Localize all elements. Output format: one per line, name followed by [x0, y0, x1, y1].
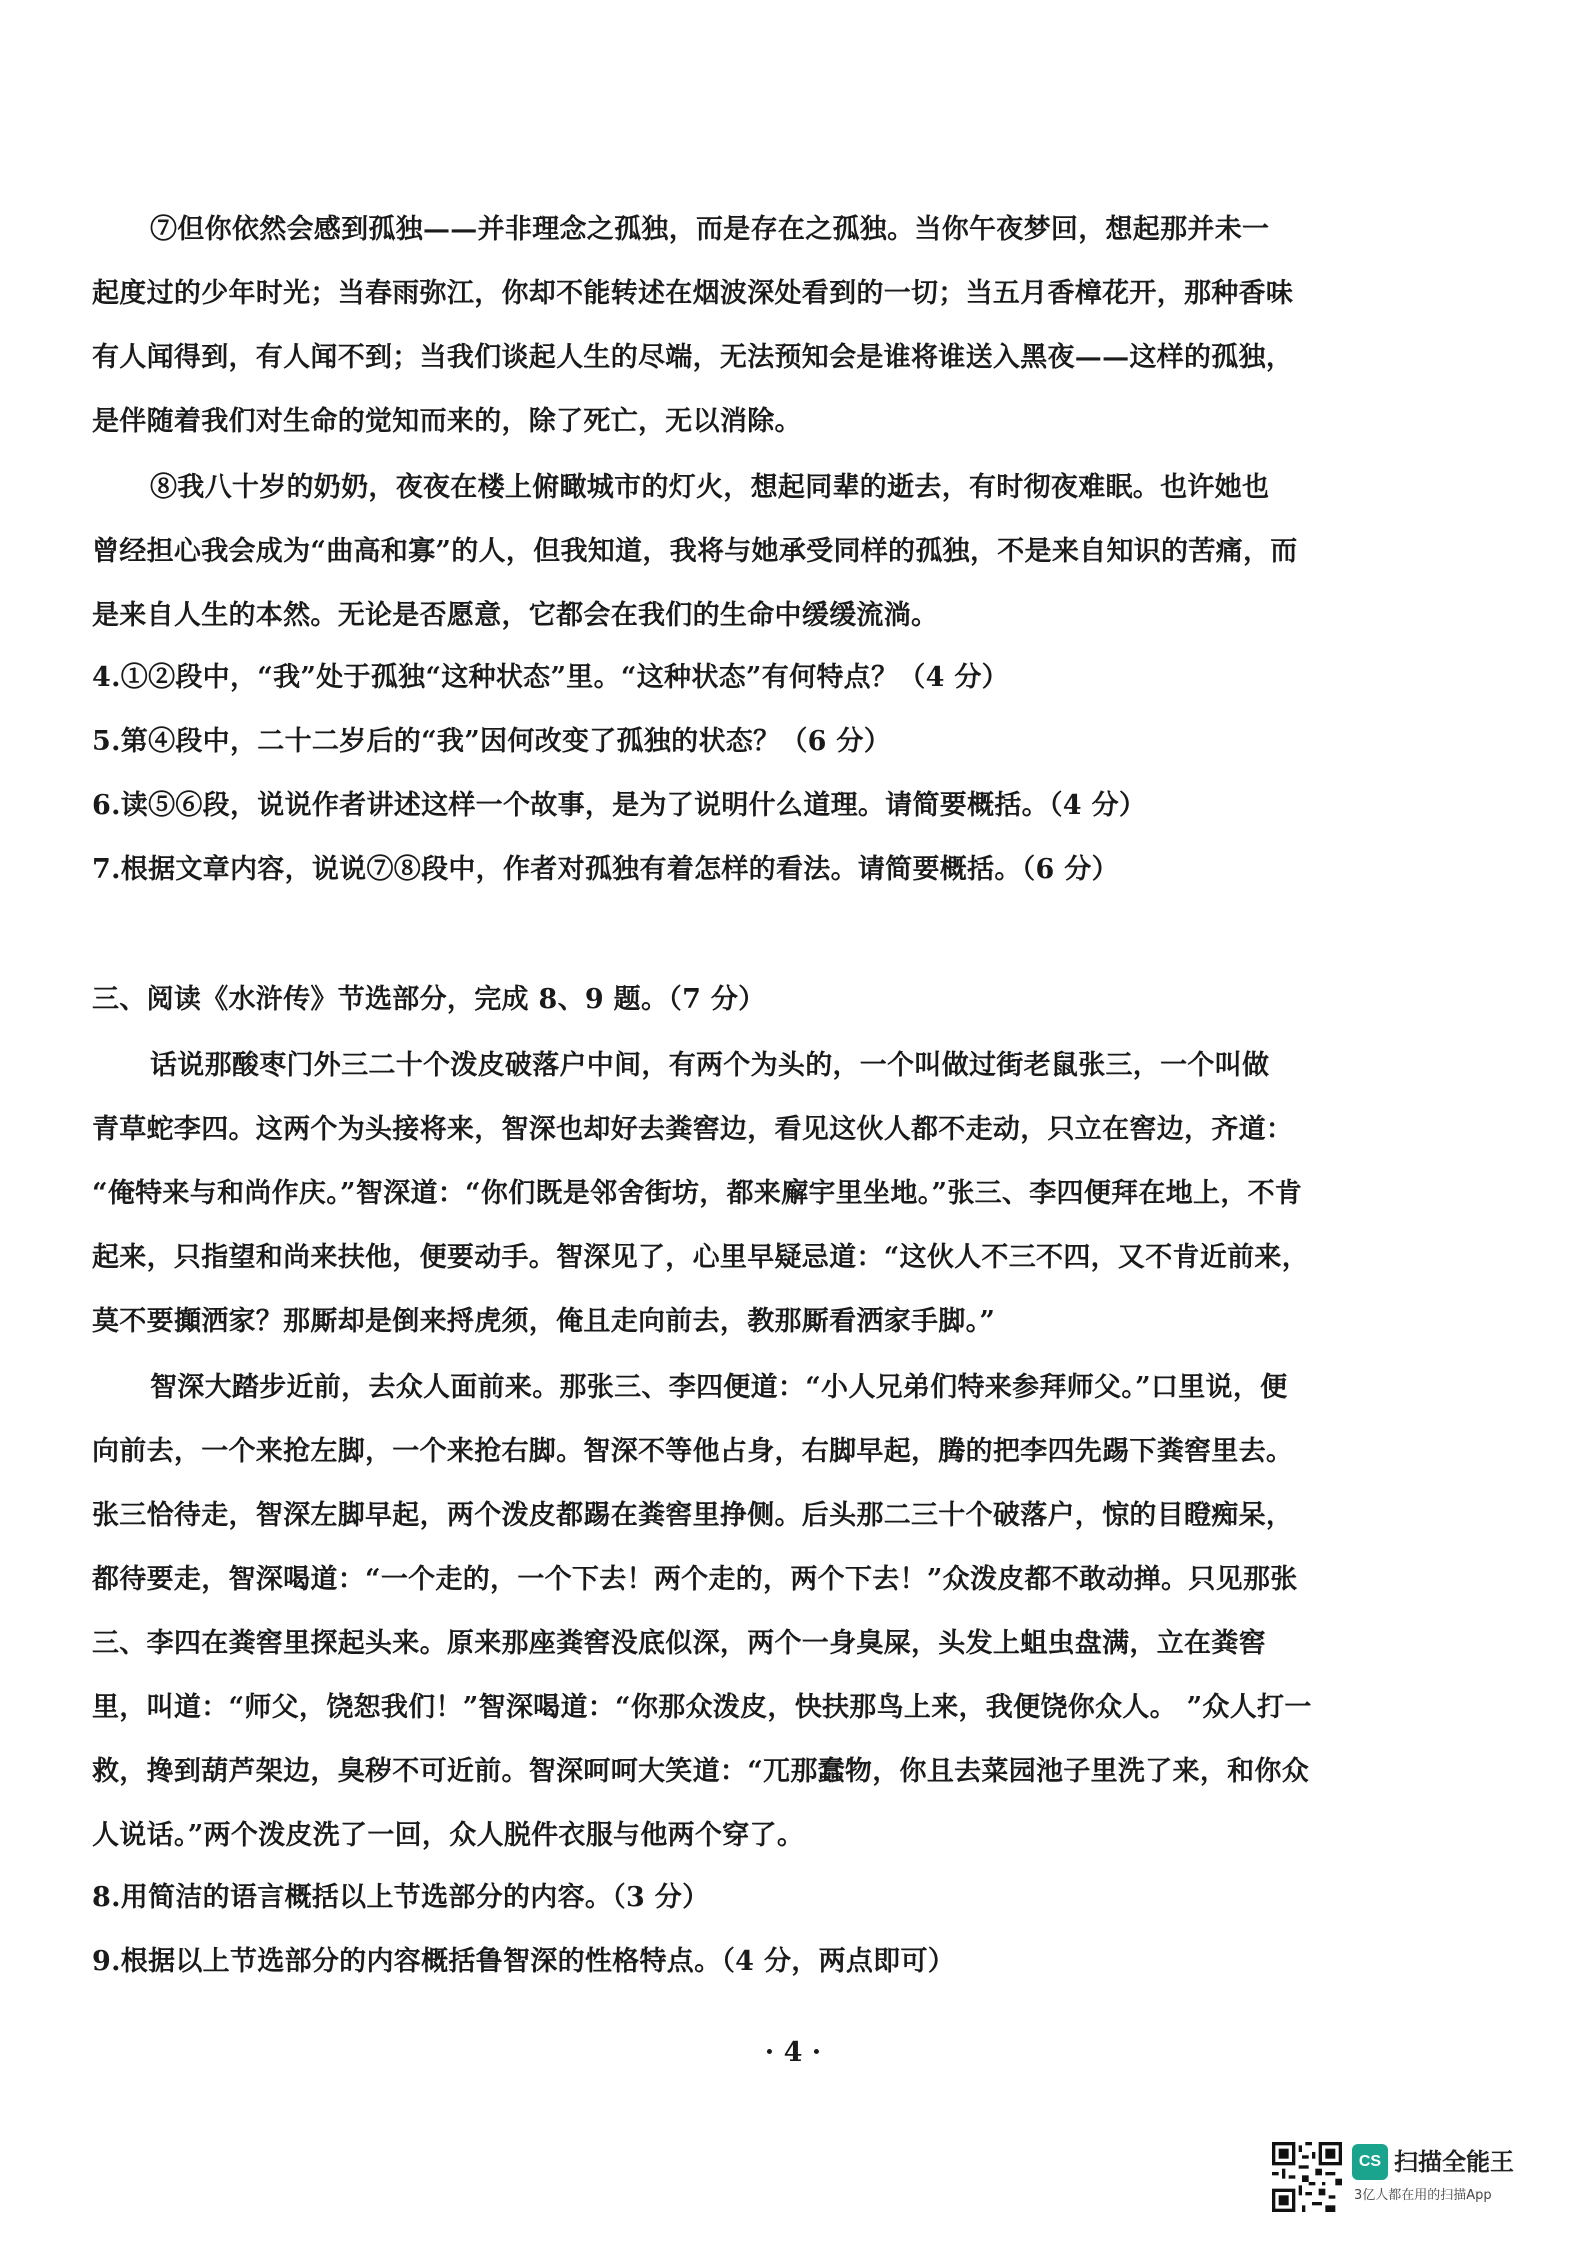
passage-line: 是来自人生的本然。无论是否愿意，它都会在我们的生命中缓缓流淌。 [92, 600, 939, 631]
passage-line: 起度过的少年时光；当春雨弥江，你却不能转述在烟波深处看到的一切；当五月香樟花开，那种香味 [92, 278, 1294, 309]
excerpt-line: 起来，只指望和尚来扶他，便要动手。智深见了，心里早疑忌道：“这伙人不三不四，又不肯近前来， [92, 1242, 1310, 1273]
scanner-brand: 扫描全能王 [1394, 2148, 1514, 2176]
question-5: 5.第④段中，二十二岁后的“我”因何改变了孤独的状态？（6 分） [92, 726, 892, 757]
excerpt-line: 话说那酸枣门外三二十个泼皮破落户中间，有两个为头的，一个叫做过街老鼠张三，一个叫做 [150, 1050, 1270, 1081]
excerpt-line: 救，搀到葫芦架边，臭秽不可近前。智深呵呵大笑道：“兀那蠢物，你且去菜园池子里洗了来，和你众 [92, 1756, 1310, 1787]
passage-line: 曾经担心我会成为“曲高和寡”的人，但我知道，我将与她承受同样的孤独，不是来自知识的苦痛，而 [92, 536, 1298, 567]
passage-line: ⑧我八十岁的奶奶，夜夜在楼上俯瞰城市的灯火，想起同辈的逝去，有时彻夜难眠。也许她也 [150, 472, 1270, 503]
excerpt-line: 向前去，一个来抢左脚，一个来抢右脚。智深不等他占身，右脚早起，腾的把李四先踢下粪窖里去。 [92, 1436, 1294, 1467]
excerpt-line: 里，叫道：“师父，饶恕我们！”智深喝道：“你那众泼皮，快扶那鸟上来，我便饶你众人。 ”众人打一 [92, 1692, 1312, 1723]
excerpt-line: “俺特来与和尚作庆。”智深道：“你们既是邻舍街坊，都来廨宇里坐地。”张三、李四便拜在地上，不肯 [92, 1178, 1303, 1209]
question-7: 7.根据文章内容，说说⑦⑧段中，作者对孤独有着怎样的看法。请简要概括。（6 分） [92, 854, 1119, 885]
excerpt-line: 张三恰待走，智深左脚早起，两个泼皮都踢在粪窖里挣侧。后头那二三十个破落户，惊的目瞪痴呆， [92, 1500, 1294, 1531]
question-9: 9.根据以上节选部分的内容概括鲁智深的性格特点。（4 分，两点即可） [92, 1946, 956, 1977]
scanner-watermark [1272, 2142, 1562, 2214]
passage-line: ⑦但你依然会感到孤独——并非理念之孤独，而是存在之孤独。当你午夜梦回，想起那并未一 [150, 214, 1270, 245]
scanner-tagline: 3亿人都在用的扫描App [1354, 2188, 1492, 2203]
page-number: · 4 · [764, 2037, 822, 2068]
question-4: 4.①②段中，“我”处于孤独“这种状态”里。“这种状态”有何特点？（4 分） [92, 662, 1009, 693]
excerpt-line: 都待要走，智深喝道：“一个走的，一个下去！两个走的，两个下去！”众泼皮都不敢动掸。只见那张 [92, 1564, 1298, 1595]
section-heading: 三、阅读《水浒传》节选部分，完成 8、9 题。（7 分） [92, 984, 766, 1015]
excerpt-line: 智深大踏步近前，去众人面前来。那张三、李四便道：“小人兄弟们特来参拜师父。”口里说，便 [150, 1372, 1288, 1403]
question-8: 8.用简洁的语言概括以上节选部分的内容。（3 分） [92, 1882, 710, 1913]
passage-line: 是伴随着我们对生命的觉知而来的，除了死亡，无以消除。 [92, 406, 802, 437]
qr-code-icon [1272, 2142, 1342, 2212]
excerpt-line: 三、李四在粪窖里探起头来。原来那座粪窖没底似深，两个一身臭屎，头发上蛆虫盘满，立在粪窖 [92, 1628, 1266, 1659]
excerpt-line: 莫不要攧洒家？那厮却是倒来捋虎须，俺且走向前去，教那厮看洒家手脚。” [92, 1306, 996, 1337]
excerpt-line: 青草蛇李四。这两个为头接将来，智深也却好去粪窖边，看见这伙人都不走动，只立在窖边，齐道： [92, 1114, 1294, 1145]
question-6: 6.读⑤⑥段，说说作者讲述这样一个故事，是为了说明什么道理。请简要概括。（4 分） [92, 790, 1147, 821]
camscanner-logo: CS [1352, 2144, 1388, 2180]
excerpt-line: 人说话。”两个泼皮洗了一回，众人脱件衣服与他两个穿了。 [92, 1820, 805, 1851]
passage-line: 有人闻得到，有人闻不到；当我们谈起人生的尽端，无法预知会是谁将谁送入黑夜——这样的孤独， [92, 342, 1294, 373]
